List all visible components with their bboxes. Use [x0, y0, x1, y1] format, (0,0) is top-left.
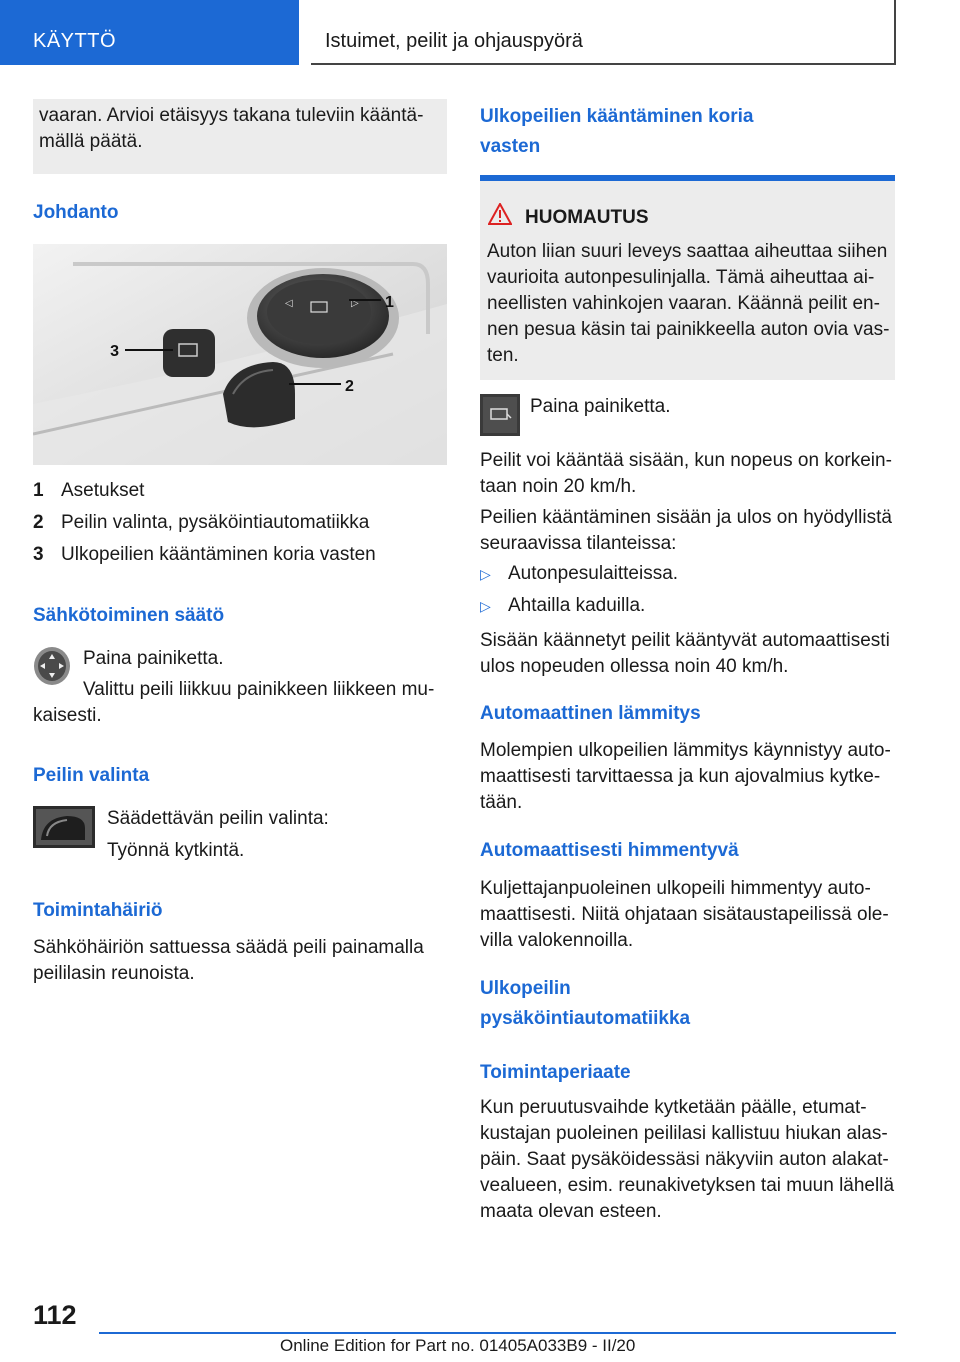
legend-number: 3: [33, 544, 44, 565]
notice-line: Auton liian suuri leveys saattaa aiheuttaa siihen: [487, 241, 888, 262]
valinta-line: Säädettävän peilin valinta:: [107, 808, 329, 829]
p3-line: Sisään käännetyt peilit kääntyvät automaattisesti: [480, 630, 890, 651]
himm-line: maattisesti. Niitä ohjataan sisätaustapeilissä ole-: [480, 904, 889, 925]
door-panel-illustration: [33, 244, 447, 465]
chapter-header: [311, 0, 896, 65]
intro-line: vaaran. Arvioi etäisyys takana tuleviin kääntä-: [39, 105, 424, 126]
notice-line: nen pesua käsin tai painikkeella auton ovia vas-: [487, 319, 890, 340]
lammitys-line: maattisesti tarvittaessa ja kun ajovalmius kytke-: [480, 766, 881, 787]
sahko-heading: Sähkötoiminen säätö: [33, 605, 225, 626]
figure-callout-3: 3: [110, 343, 119, 360]
p1-line: taan noin 20 km/h.: [480, 476, 637, 497]
periaate-heading: Toimintaperiaate: [480, 1062, 631, 1083]
bullet-triangle-icon: ▷: [480, 566, 491, 582]
periaate-line: päin. Saat pysäköidessäsi näkyviin auton alakat-: [480, 1149, 889, 1170]
svg-text:◁: ◁: [285, 298, 293, 309]
periaate-line: maata olevan esteen.: [480, 1201, 662, 1222]
notice-line: ten.: [487, 345, 519, 366]
sahko-line: kaisesti.: [33, 705, 102, 726]
mirror-selector-icon: [33, 806, 95, 848]
hairio-heading: Toimintahäiriö: [33, 900, 163, 921]
hairio-line: peililasin reunoista.: [33, 963, 195, 984]
himm-heading: Automaattisesti himmentyvä: [480, 840, 739, 861]
legend-number: 1: [33, 480, 44, 501]
lammitys-line: Molempien ulkopeilien lämmitys käynnistyy auto-: [480, 740, 891, 761]
section-tab: [0, 0, 299, 65]
figure-callout-2: 2: [345, 378, 354, 395]
bullet-text: Ahtailla kaduilla.: [508, 595, 646, 616]
legend-number: 2: [33, 512, 44, 533]
notice-line: vaurioita autonpesulinjalla. Tämä aiheuttaa ai-: [487, 267, 875, 288]
svg-text:▷: ▷: [351, 298, 359, 309]
mirror-control-figure: [33, 244, 447, 465]
legend-item: [33, 510, 369, 536]
himm-line: villa valokennoilla.: [480, 930, 634, 951]
periaate-line: kustajan puoleinen peililasi kallistuu hiukan alas-: [480, 1123, 888, 1144]
hairio-line: Sähköhäiriön sattuessa säädä peili painamalla: [33, 937, 424, 958]
valinta-line: Työnnä kytkintä.: [107, 840, 245, 861]
direction-pad-icon: [33, 646, 71, 686]
p2-line: Peilien kääntäminen sisään ja ulos on hyödyllistä: [480, 507, 892, 528]
p3-line: ulos nopeuden ollessa noin 40 km/h.: [480, 656, 789, 677]
bullet-triangle-icon: ▷: [480, 598, 491, 614]
bullet-text: Autonpesulaitteissa.: [508, 563, 679, 584]
sahko-line: Valittu peili liikkuu painikkeen liikkeen mu-: [83, 679, 435, 700]
himm-line: Kuljettajanpuoleinen ulkopeili himmentyy auto-: [480, 878, 871, 899]
periaate-line: Kun peruutusvaihde kytketään päälle, etumat-: [480, 1097, 867, 1118]
notice-box: [480, 175, 895, 380]
footer-rule: [99, 1332, 896, 1334]
intro-line: mällä päätä.: [39, 131, 143, 152]
notice-label: HUOMAUTUS: [525, 207, 649, 228]
p2-line: seuraavissa tilanteissa:: [480, 533, 677, 554]
periaate-line: vealueen, esim. reunakivetyksen tai muun lähellä: [480, 1175, 895, 1196]
press-button-text: Paina painiketta.: [530, 396, 671, 417]
lammitys-heading: Automaattinen lämmitys: [480, 703, 701, 724]
valinta-heading: Peilin valinta: [33, 765, 150, 786]
bullet-item: [480, 595, 645, 617]
legend-item: [33, 542, 376, 568]
section-label: KÄYTTÖ: [33, 30, 117, 52]
fold-mirror-button-icon: [480, 394, 520, 436]
pysak-heading-line: Ulkopeilin: [480, 978, 571, 999]
p1-line: Peilit voi kääntää sisään, kun nopeus on korkein-: [480, 450, 892, 471]
intro-box: [33, 99, 447, 174]
legend-text: Ulkopeilien kääntäminen koria vasten: [61, 544, 376, 565]
kaanto-heading-line: vasten: [480, 136, 541, 157]
bullet-item: [480, 563, 678, 585]
page-number: 112: [33, 1300, 77, 1330]
chapter-title: Istuimet, peilit ja ohjauspyörä: [325, 30, 583, 52]
kaanto-heading-line: Ulkopeilien kääntäminen koria: [480, 106, 754, 127]
figure-callout-1: 1: [385, 294, 394, 311]
sahko-line: Paina painiketta.: [83, 648, 224, 669]
footer-edition: Online Edition for Part no. 01405A033B9 - II/20: [280, 1336, 636, 1355]
warning-icon: [488, 203, 512, 225]
legend-item: [33, 478, 144, 504]
lammitys-line: tään.: [480, 792, 523, 813]
johdanto-heading: Johdanto: [33, 202, 119, 223]
notice-line: neellisten vahinkojen vaaran. Käännä peilit en-: [487, 293, 880, 314]
legend-text: Peilin valinta, pysäköintiautomatiikka: [61, 512, 370, 533]
legend-text: Asetukset: [61, 480, 145, 501]
pysak-heading-line: pysäköintiautomatiikka: [480, 1008, 691, 1029]
